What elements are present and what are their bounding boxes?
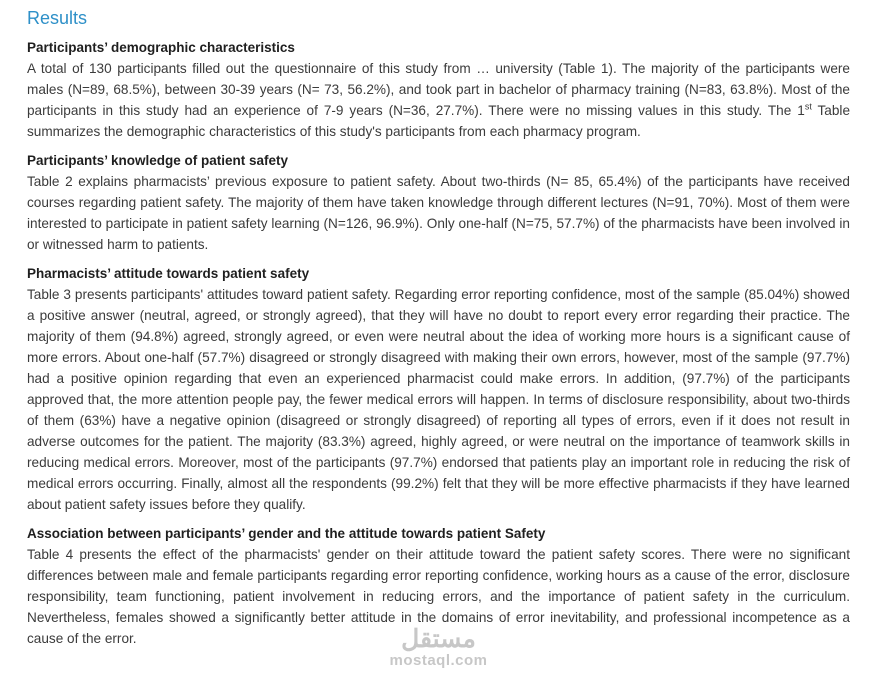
paragraph-demographics-part2: Table summarizes the demographic characteristics of this study's participants from each pharmacy program.: [27, 103, 851, 139]
section-heading-attitude: Pharmacists’ attitude towards patient safety: [27, 266, 310, 281]
section-heading-demographics: Participants’ demographic characteristics: [27, 40, 295, 55]
paragraph-gender-association: Table 4 presents the effect of the pharmacists' gender on their attitude toward the patient safety scores. There were no significant differences between male and female participants regarding error reporting confidence, working hours as a cause of the error, disclosure responsibility, team functioning, patient involvement in reducing errors, and the importance of patient safety in the curriculum. Nevertheless, females showed a significantly better attitude in the domains of error inevitability, and professional incompetence as a cause of the error.: [27, 547, 850, 646]
watermark-arabic-text: مستقل: [401, 625, 476, 653]
section-knowledge: [27, 153, 850, 255]
paragraph-demographics-part1: A total of 130 participants filled out the questionnaire of this study from … university (Table 1). The majority of the participants were males (N=89, 68.5%), between 30-39 years (N= 73, 56.2%), and took part in bachelor of pharmacy training (N=83, 63.8%). Most of the participants in this study had an experience of 7-9 years (N=36, 27.7%). There were no missing values in this study. The 1: [27, 61, 850, 118]
paragraph-attitude: Table 3 presents participants' attitudes toward patient safety. Regarding error reporting confidence, most of the sample (85.04%) showed a positive answer (neutral, agreed, or strongly agreed), that they will have no doubt to report every error regarding their practice. The majority of them (94.8%) agreed, strongly agreed, or even were neutral about the idea of working more hours is a significant cause of more errors. About one-half (57.7%) disagreed or strongly disagreed with making their own errors, however, most of the sample (97.7%) had a positive opinion regarding that even an experienced pharmacist could make errors. In addition, (97.7%) of the participants approved that, the more attention people pay, the fewer medical errors will happen. In terms of disclosure responsibility, about two-thirds of them (63%) have a negative opinion (disagreed or strongly disagreed) of reporting all types of errors, even if it does not result in adverse outcomes for the patient. The majority (83.3%) agreed, highly agreed, or were neutral on the importance of teamwork skills in reducing medical errors. Moreover, most of the participants (97.7%) endorsed that patients play an important role in reducing the risk of medical errors occurring. Finally, almost all the respondents (99.2%) felt that they will be more effective pharmacists if they have learned about patient safety issues before they qualify.: [27, 287, 850, 512]
paragraph-knowledge: Table 2 explains pharmacists’ previous exposure to patient safety. About two-thirds (N= 85, 65.4%) of the participants have received courses regarding patient safety. The majority of them have taken knowledge through different lectures (N=91, 70%). Most of them were interested to participate in patient safety learning (N=126, 96.9%). Only one-half (N=75, 57.7%) of the pharmacists have been involved in or witnessed harm to patients.: [27, 174, 850, 252]
section-heading-gender-association: Association between participants’ gender and the attitude towards patient Safety: [27, 526, 546, 541]
watermark-url-text: mostaql.com: [389, 652, 488, 669]
section-attitude: [27, 266, 850, 515]
section-gender-association: [27, 526, 850, 649]
section-heading-knowledge: Participants’ knowledge of patient safety: [27, 153, 289, 168]
page-title: Results: [27, 8, 88, 28]
paragraph-demographics: [27, 58, 850, 142]
section-demographics: [27, 40, 850, 142]
ordinal-superscript: st: [804, 101, 812, 112]
